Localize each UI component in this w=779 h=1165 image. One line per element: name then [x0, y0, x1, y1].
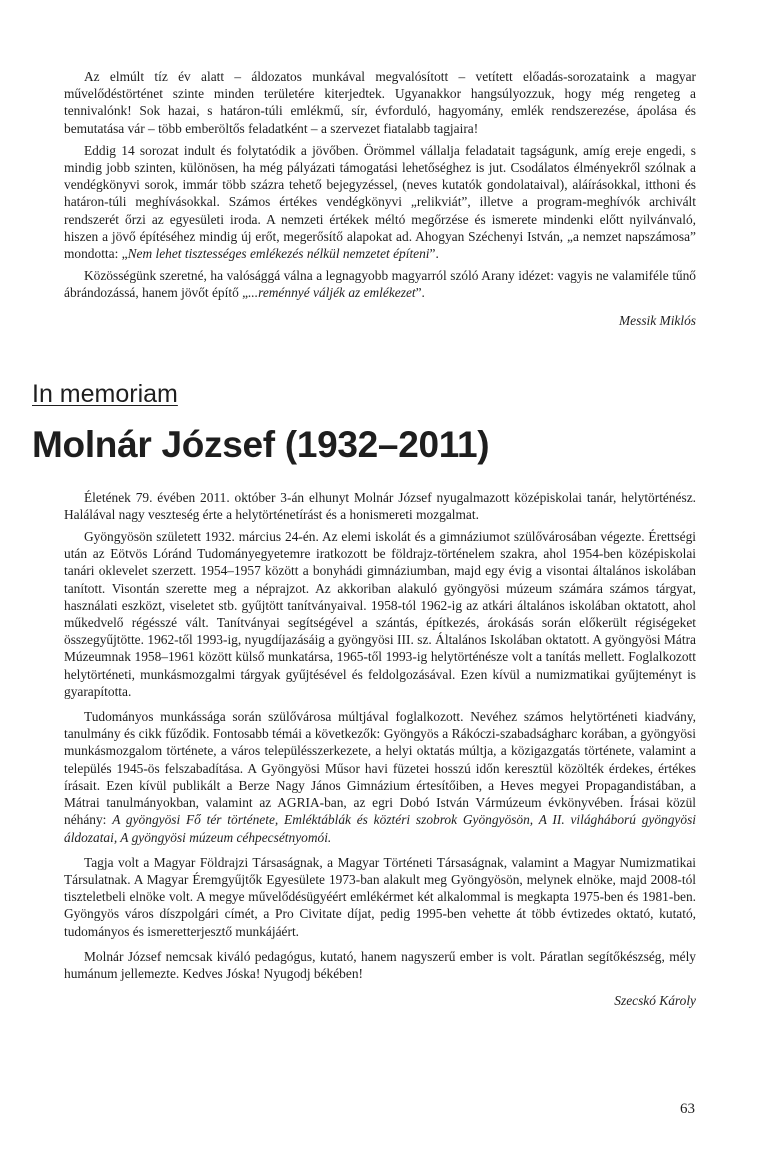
article-signature: Szecskó Károly	[614, 993, 696, 1009]
intro-paragraph-1: Az elmúlt tíz év alatt – áldozatos munkával megvalósított – vetített előadás-sorozataink a magyar művelődéstörténet szinte minden területére kiterjedtek. Ugyanakkor hangsúlyozzuk, hogy még rengeteg a tennivalónk! Sok hazai, s határon-túli emlékmű, sír, évforduló, hagyomány, emlék rendszerezése, ápolása és bemutatása vár – több emberöltős feladatként – a szervezet fiatalabb tagjaira!	[64, 69, 696, 136]
article-paragraph-2: Gyöngyösön született 1932. március 24-én. Az elemi iskolát és a gimnáziumot szülővárosában végezte. Érettségi után az Eötvös Lóránd Tudományegyetemre iratkozott be földrajz-történelem szakra, ahol 1954-ben középiskolai tanári oklevelet szerzett. 1954–1957 között a bonyhádi gimnáziumban, majd egy évig a visontai általános iskolában tanított. Visontán szerette meg a néprajzot. Az akkoriban alakuló gyöngyösi múzeum számára számos tárgyat, használati eszközt, viseletet stb. gyűjtött tanítványaival. 1958-tól 1962-ig az atkári általános iskolában oktatott, ahol műkedvelő régésszé vált. Tanítványai segítségével a szántás, építkezés, árokásás során előkerült régiségeket összegyűjtötte. 1962-től 1993-ig, nyugdíjazásáig a gyöngyösi III. sz. Általános Iskolában oktatott. A gyöngyösi Mátra Múzeumnak 1958–1961 között külső munkatársa, 1965-től 1993-ig helytörténésze volt a tanítás mellett. Foglalkozott helytörténeti, munkásmozgalmi tárgyak gyűjtésével és feldolgozásával. Ezen kívül a numizmatikai gyűjteményt is gyarapította.	[64, 529, 696, 699]
intro-signature: Messik Miklós	[619, 312, 696, 328]
intro-paragraph-2-text: Eddig 14 sorozat indult és folytatódik a jövőben. Örömmel vállalja feladatait tagságunk, amíg ereje engedi, s mindig jobb szinten, különösen, ha még pályázati támogatási lehetőséghez is jut. Csodálatos élményekről szólnak a vendégkönyvi sorok, immár több százra tehető bejegyzéssel, (neves kutatók gondolataival), aláírásokkal, itthoni és határon-túli meghívásokkal. Számos értékes vendégkönyvi „relikviát”, illetve a program-meghívók archivált rendszerét őrzi az egyesületi iroda. A nemzeti értékek méltó megőrzése és ismerete mindenki előtt nyilvánvaló, hiszen a jövő építéséhez mindig új erőt, megerősítő alapokat ad. Ahogyan Széchenyi István, „a nemzet napszámosa” mondotta: „	[64, 142, 696, 262]
article-paragraph-1: Életének 79. évében 2011. október 3-án elhunyt Molnár József nyugalmazott középiskolai tanár, helytörténész. Halálával nagy veszteség érte a helytörténetírást és a honismereti mozgalmat.	[64, 489, 696, 522]
intro-paragraph-2	[64, 142, 696, 262]
article-paragraph-5: Molnár József nemcsak kiváló pedagógus, kutató, hanem nagyszerű ember is volt. Páratlan segítőkészség, mély humánum jellemezte. Kedves Jóska! Nyugodj békében!	[64, 948, 696, 981]
works-list: A gyöngyösi Fő tér története, Emléktáblák és köztéri szobrok Gyöngyösön, A II. világháború gyöngyösi áldozatai, A gyöngyösi múzeum céhpecsétnyomói.	[64, 812, 697, 845]
szechenyi-quote: Nem lehet tisztességes emlékezés nélkül nemzetet építeni	[127, 246, 430, 262]
article-paragraph-3	[64, 708, 696, 846]
intro-paragraph-2-end: ”.	[429, 246, 439, 262]
intro-paragraph-3-text: Közösségünk szeretné, ha valósággá válna a legnagyobb magyarról szóló Arany idézet: vagyis ne valamiféle tűnő ábrándozássá, hanem jövőt építő „	[64, 268, 696, 301]
page-content	[32, 68, 697, 1009]
arany-quote: ...reménnyé váljék az emlékezet	[248, 285, 416, 301]
article-paragraph-4: Tagja volt a Magyar Földrajzi Társaságnak, a Magyar Történeti Társaságnak, valamint a Magyar Numizmatikai Társulatnak. A Magyar Éremgyűjtők Egyesülete 1973-ban alakult meg Gyöngyösön, melynek elnöke, majd 2008-tól tiszteletbeli elnöke volt. A megye művelődésügyéért emlékérmet két alkalommal is megkapta 1975-ben és 1981-ben. Gyöngyös város díszpolgári címét, a Pro Civitate díjat, pedig 1995-ben vehette át több évtizedes oktató, kutató, tudományos és ismeretterjesztő munkájáért.	[64, 854, 696, 939]
intro-paragraph-3-end: ”.	[415, 285, 425, 301]
article-title: Molnár József (1932–2011)	[32, 423, 490, 465]
section-heading: In memoriam	[32, 379, 178, 408]
page-number: 63	[680, 1101, 695, 1117]
intro-paragraph-3	[64, 267, 696, 301]
article-paragraph-3-text: Tudományos munkássága során szülővárosa múltjával foglalkozott. Nevéhez számos helytörténeti kiadvány, tanulmány és cikk fűződik. Fontosabb témái a következők: Gyöngyös a Rákóczi-szabadságharc korában, a gyöngyösi munkásmozgalom története, a város településszerkezete, a helyi oktatás múltja, a közigazgatás története, valamint a település 1945-ös felszabadítása. A Gyöngyösi Műsor havi füzetei hosszú időn keresztül közölték érdekes, értékes írásait. Ezen kívül publikált a Berze Nagy János Gimnázium értesítőiben, a Heves megyei Propagandistában, a Mátrai tanulmányokban, valamint az AGRIA-ban, az egri Dobó István Vármúzeum évkönyvében. Írásai közül néhány:	[64, 709, 696, 828]
